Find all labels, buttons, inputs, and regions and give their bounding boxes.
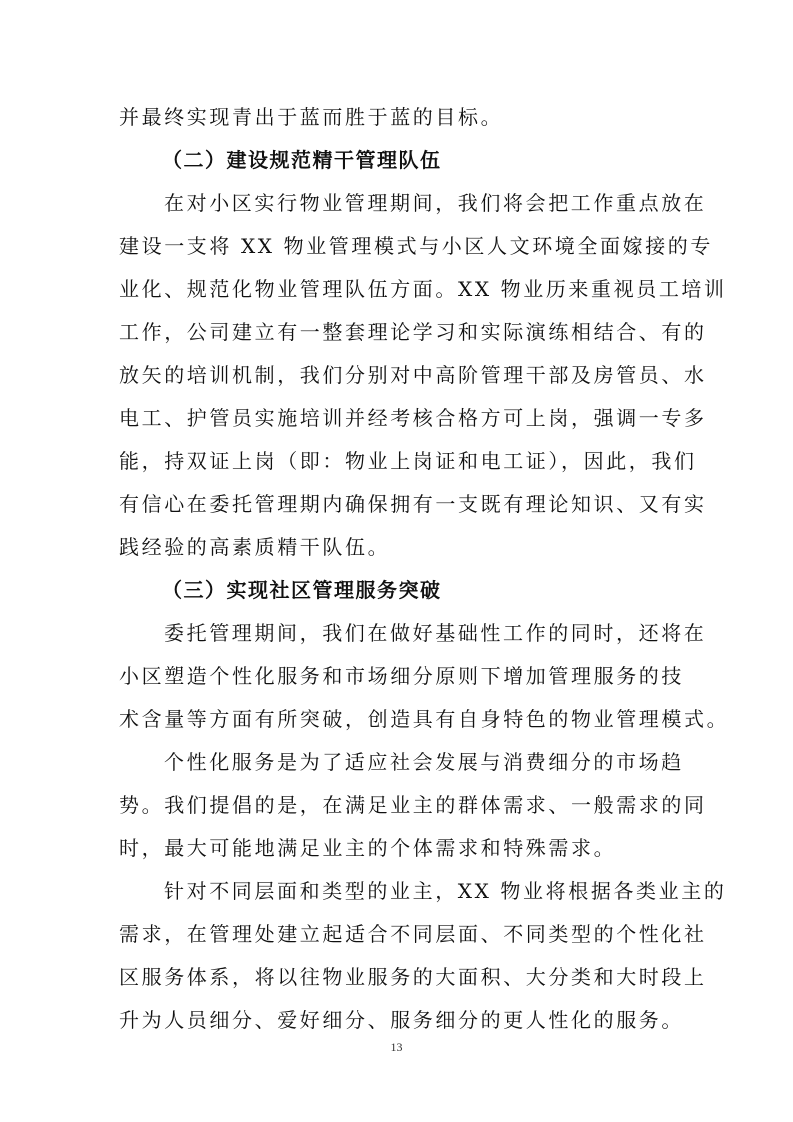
paragraph-line: 升为人员细分、爱好细分、服务细分的更人性化的服务。	[119, 1008, 684, 1032]
paragraph-line: 小区塑造个性化服务和市场细分原则下增加管理服务的技	[119, 664, 684, 688]
paragraph-line: 区服务体系，将以往物业服务的大面积、大分类和大时段上	[119, 965, 707, 989]
section-heading-2: （二）建设规范精干管理队伍	[162, 148, 442, 172]
paragraph-continuation: 并最终实现青出于蓝而胜于蓝的目标。	[119, 105, 504, 129]
paragraph-line: 建设一支将 XX 物业管理模式与小区人文环境全面嫁接的专	[119, 234, 713, 258]
paragraph-line: 电工、护管员实施培训并经考核合格方可上岗，强调一专多	[119, 406, 707, 430]
paragraph-line: 在对小区实行物业管理期间，我们将会把工作重点放在	[164, 191, 707, 215]
paragraph-line: 业化、规范化物业管理队伍方面。XX 物业历来重视员工培训	[119, 277, 727, 301]
paragraph-line: 个性化服务是为了适应社会发展与消费细分的市场趋	[164, 750, 684, 774]
paragraph-line: 放矢的培训机制，我们分别对中高阶管理干部及房管员、水	[119, 363, 707, 387]
paragraph-line: 势。我们提倡的是，在满足业主的群体需求、一般需求的同	[119, 793, 707, 817]
page-number: 13	[390, 1040, 403, 1054]
paragraph-line: 工作，公司建立有一整套理论学习和实际演练相结合、有的	[119, 320, 707, 344]
paragraph-line: 时，最大可能地满足业主的个体需求和特殊需求。	[119, 836, 617, 860]
paragraph-line: 有信心在委托管理期内确保拥有一支既有理论知识、又有实	[119, 492, 707, 516]
section-heading-3: （三）实现社区管理服务突破	[162, 578, 442, 602]
paragraph-line: 践经验的高素质精干队伍。	[119, 535, 391, 559]
paragraph-line: 术含量等方面有所突破，创造具有自身特色的物业管理模式。	[119, 707, 730, 731]
paragraph-line: 需求，在管理处建立起适合不同层面、不同类型的个性化社	[119, 922, 707, 946]
paragraph-line: 针对不同层面和类型的业主，XX 物业将根据各类业主的	[164, 879, 727, 903]
paragraph-line: 能，持双证上岗（即：物业上岗证和电工证），因此，我们	[119, 449, 697, 473]
paragraph-line: 委托管理期间，我们在做好基础性工作的同时，还将在	[164, 621, 707, 645]
